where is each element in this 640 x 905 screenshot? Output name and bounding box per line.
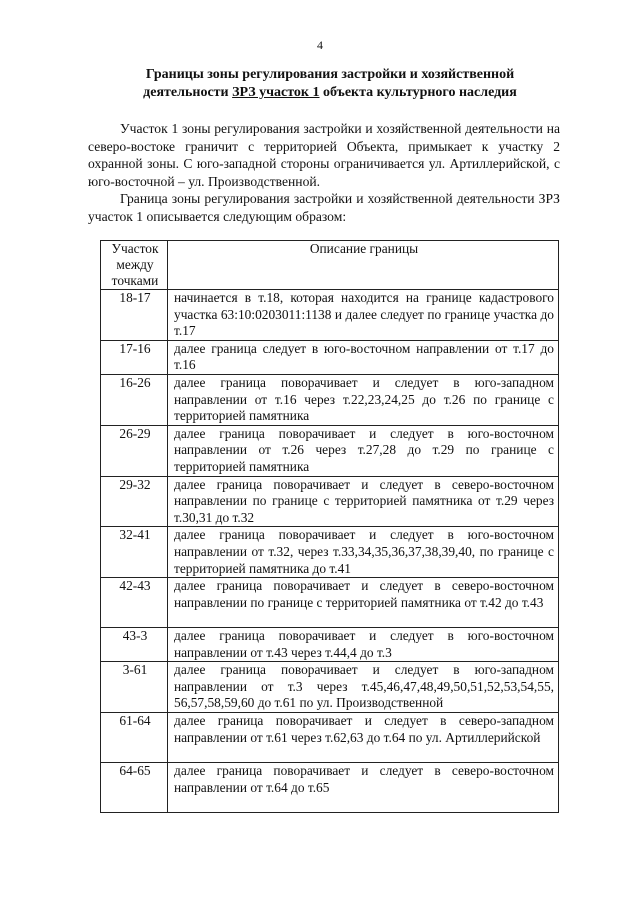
row-points: 16-26 bbox=[101, 374, 168, 425]
table-row bbox=[101, 578, 559, 628]
table-row bbox=[101, 662, 559, 713]
row-description: далее граница поворачивает и следует в юго-восточном направлении от т.43 через т.44,4 до т.3 bbox=[168, 628, 559, 662]
row-points: 32-41 bbox=[101, 527, 168, 578]
table-row bbox=[101, 340, 559, 374]
title-line-2-suffix: объекта культурного наследия bbox=[319, 85, 517, 100]
row-points: 61-64 bbox=[101, 713, 168, 763]
title-line-2 bbox=[100, 84, 560, 102]
row-points: 18-17 bbox=[101, 290, 168, 341]
row-points: 17-16 bbox=[101, 340, 168, 374]
row-description: далее граница поворачивает и следует в юго-западном направлении от т.3 через т.45,46,47,48,49,50,51,52,53,54,55, 56,57,58,59,60 до т.61 по ул. Производственной bbox=[168, 662, 559, 713]
table-row bbox=[101, 476, 559, 527]
table-header-row bbox=[101, 241, 559, 290]
row-description: далее граница поворачивает и следует в юго-западном направлении от т.16 через т.22,23,24,25 до т.26 по границе с территорией памятника bbox=[168, 374, 559, 425]
row-points: 29-32 bbox=[101, 476, 168, 527]
table-row bbox=[101, 374, 559, 425]
title-line-2-prefix: деятельности bbox=[143, 85, 233, 100]
title-line-1: Границы зоны регулирования застройки и хозяйственной bbox=[145, 67, 515, 82]
row-description: далее граница поворачивает и следует в северо-восточном направлении по границе с территорией памятника от т.42 до т.43 bbox=[168, 578, 559, 628]
row-description: далее граница поворачивает и следует в юго-восточном направлении от т.32, через т.33,34,35,36,37,38,39,40, по границе с территорией памятника до т.41 bbox=[168, 527, 559, 578]
row-description: далее граница поворачивает и следует в юго-восточном направлении от т.26 через т.27,28 до т.29 по границе с территорией памятника bbox=[168, 425, 559, 476]
row-description: далее граница поворачивает и следует в северо-западном направлении от т.61 через т.62,63 до т.64 по ул. Артиллерийской bbox=[168, 713, 559, 763]
row-points: 43-3 bbox=[101, 628, 168, 662]
table-row bbox=[101, 763, 559, 813]
document-title bbox=[100, 66, 560, 102]
title-zone-name: ЗРЗ участок 1 bbox=[232, 85, 320, 100]
row-points: 3-61 bbox=[101, 662, 168, 713]
row-description: начинается в т.18, которая находится на границе кадастрового участка 63:10:0203011:1138 и далее следует по границе участка до т.17 bbox=[168, 290, 559, 341]
table-row bbox=[101, 290, 559, 341]
row-points: 42-43 bbox=[101, 578, 168, 628]
paragraph-boundary-intro: Граница зоны регулирования застройки и хозяйственной деятельности ЗРЗ участок 1 описывается следующим образом: bbox=[88, 191, 560, 224]
table-row bbox=[101, 713, 559, 763]
row-points: 64-65 bbox=[101, 763, 168, 813]
page-number: 4 bbox=[317, 38, 323, 52]
row-description: далее граница поворачивает и следует в северо-восточном направлении по границе с территорией памятника от т.29 через т.30,31 до т.32 bbox=[168, 476, 559, 527]
boundary-table bbox=[100, 240, 559, 813]
table-row bbox=[101, 628, 559, 662]
row-description: далее граница поворачивает и следует в северо-восточном направлении от т.64 до т.65 bbox=[168, 763, 559, 813]
header-points: Участок между точками bbox=[101, 241, 168, 290]
header-description: Описание границы bbox=[168, 241, 559, 290]
paragraph-zone-location: Участок 1 зоны регулирования застройки и хозяйственной деятельности на северо-востоке граничит с территорией Объекта, примыкает к участку 2 охранной зоны. С юго-западной стороны ограничивается ул. Артиллерийской, с юго-восточной – ул. Производственной. bbox=[88, 121, 560, 189]
table-row bbox=[101, 527, 559, 578]
row-points: 26-29 bbox=[101, 425, 168, 476]
table-row bbox=[101, 425, 559, 476]
row-description: далее граница следует в юго-восточном направлении от т.17 до т.16 bbox=[168, 340, 559, 374]
